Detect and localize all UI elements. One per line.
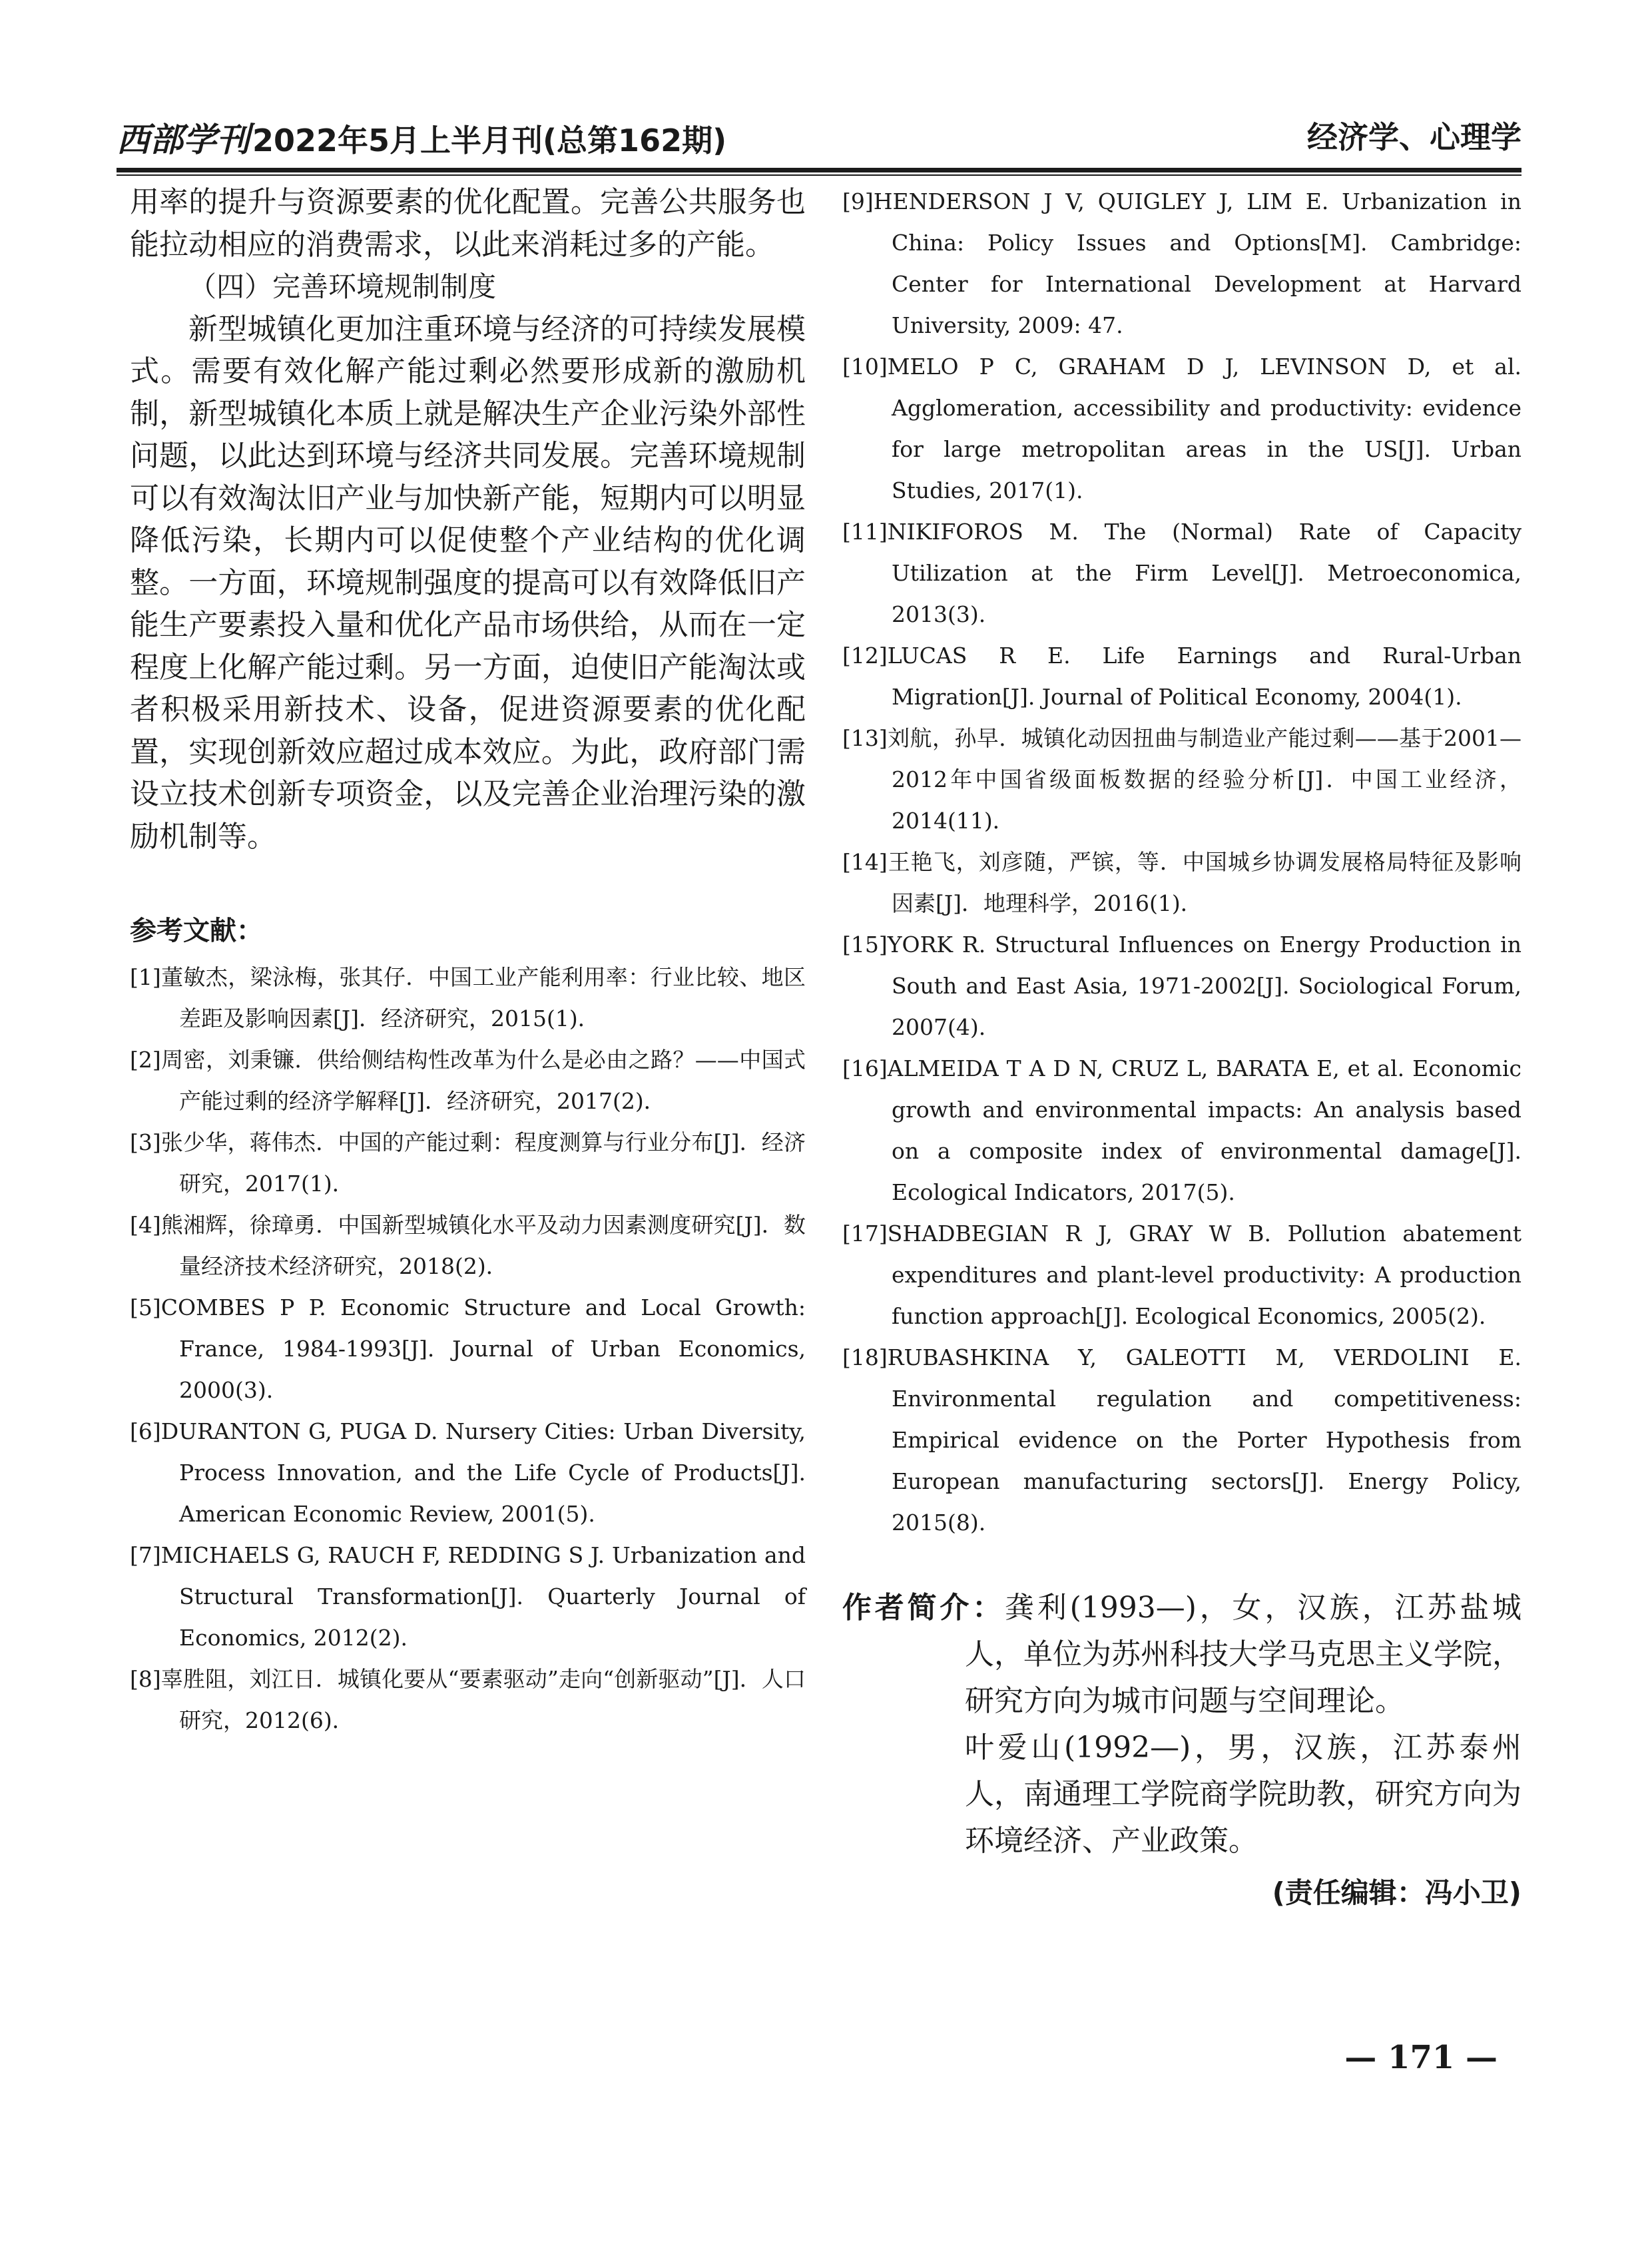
- running-header: [117, 107, 1521, 166]
- reference-item: [8]辜胜阻，刘江日．城镇化要从“要素驱动”走向“创新驱动”[J]．人口研究，2012(6)．: [130, 1666, 806, 1733]
- section-label: 经济学、心理学: [1307, 119, 1521, 155]
- author-bio: [842, 1585, 1521, 1864]
- author-bio-1: [842, 1585, 1521, 1725]
- reference-item: [18]RUBASHKINA Y, GALEOTTI M, VERDOLINI E. Environmental regulation and competitiveness: Empirical evidence on the Porter Hypothesis from European manufacturing sectors[J]. Energy Policy, 2015(8).: [842, 1344, 1521, 1536]
- header-rule-thick: [117, 168, 1521, 172]
- author-bio-2: 叶爱山(1992—)，男，汉族，江苏泰州人，南通理工学院商学院助教，研究方向为环境经济、产业政策。: [965, 1731, 1521, 1858]
- reference-item: [14]王艳飞，刘彦随，严镔，等．中国城乡协调发展格局特征及影响因素[J]．地理科学，2016(1)．: [842, 849, 1521, 916]
- reference-item: [7]MICHAELS G, RAUCH F, REDDING S J. Urbanization and Structural Transformation[J]. Quarterly Journal of Economics, 2012(2).: [130, 1542, 806, 1651]
- responsible-editor: (责任编辑：冯小卫): [1272, 1876, 1521, 1909]
- reference-item: [16]ALMEIDA T A D N, CRUZ L, BARATA E, et al. Economic growth and environmental impacts: An analysis based on a composite index of environmental damage[J]. Ecological Indicators, 2017(5).: [842, 1055, 1521, 1205]
- references-title: 参考文献：: [130, 916, 263, 946]
- left-column: [130, 181, 806, 1741]
- reference-item: [13]刘航，孙早．城镇化动因扭曲与制造业产能过剩——基于2001—2012年中国省级面板数据的经验分析[J]．中国工业经济，2014(11)．: [842, 725, 1521, 834]
- reference-item: [17]SHADBEGIAN R J, GRAY W B. Pollution abatement expenditures and plant-level productivity: A production function approach[J]. Ecological Economics, 2005(2).: [842, 1221, 1521, 1329]
- reference-item: [11]NIKIFOROS M. The (Normal) Rate of Capacity Utilization at the Firm Level[J]. Metroeconomica, 2013(3).: [842, 519, 1521, 627]
- section-subheading: （四）完善环境规制制度: [188, 270, 497, 303]
- author-1-text: 龚利(1993—)，女，汉族，江苏盐城人，单位为苏州科技大学马克思主义学院，研究方向为城市问题与空间理论。: [965, 1591, 1522, 1718]
- journal-logo: 西部学刊: [117, 120, 250, 159]
- right-column: [842, 181, 1521, 1916]
- reference-item: [6]DURANTON G, PUGA D. Nursery Cities: Urban Diversity, Process Innovation, and the Life Cycle of Products[J]. American Economic Review, 2001(5).: [130, 1418, 806, 1527]
- issue-label: 2022年5月上半月刊(总第162期): [252, 123, 727, 158]
- reference-item: [3]张少华，蒋伟杰．中国的产能过剩：程度测算与行业分布[J]．经济研究，2017(1)．: [130, 1129, 806, 1197]
- body-paragraph-2: 新型城镇化更加注重环境与经济的可持续发展模式。需要有效化解产能过剩必然要形成新的激励机制，新型城镇化本质上就是解决生产企业污染外部性问题，以此达到环境与经济共同发展。完善环境规制可以有效淘汰旧产业与加快新产能，短期内可以明显降低污染，长期内可以促使整个产业结构的优化调整。一方面，环境规制强度的提高可以有效降低旧产能生产要素投入量和优化产品市场供给，从而在一定程度上化解产能过剩。另一方面，迫使旧产能淘汰或者积极采用新技术、设备，促进资源要素的优化配置，实现创新效应超过成本效应。为此，政府部门需设立技术创新专项资金，以及完善企业治理污染的激励机制等。: [130, 312, 806, 854]
- reference-item: [1]董敏杰，梁泳梅，张其仔．中国工业产能利用率：行业比较、地区差距及影响因素[J]．经济研究，2015(1)．: [130, 964, 806, 1031]
- reference-item: [2]周密，刘秉镰．供给侧结构性改革为什么是必由之路？——中国式产能过剩的经济学解释[J]．经济研究，2017(2)．: [130, 1047, 806, 1114]
- reference-item: [10]MELO P C, GRAHAM D J, LEVINSON D, et al. Agglomeration, accessibility and productivity: evidence for large metropolitan areas in the US[J]. Urban Studies, 2017(1).: [842, 354, 1521, 503]
- journal-issue: [117, 113, 726, 161]
- reference-item: [15]YORK R. Structural Influences on Energy Production in South and East Asia, 1971-2002[J]. Sociological Forum, 2007(4).: [842, 932, 1521, 1040]
- reference-item: [5]COMBES P P. Economic Structure and Local Growth: France, 1984-1993[J]. Journal of Urban Economics, 2000(3).: [130, 1294, 806, 1403]
- reference-item: [12]LUCAS R E. Life Earnings and Rural-Urban Migration[J]. Journal of Political Economy, 2004(1).: [842, 643, 1521, 710]
- body-paragraph-1: 用率的提升与资源要素的优化配置。完善公共服务也能拉动相应的消费需求，以此来消耗过多的产能。: [130, 185, 806, 262]
- reference-item: [4]熊湘辉，徐璋勇．中国新型城镇化水平及动力因素测度研究[J]．数量经济技术经济研究，2018(2)．: [130, 1212, 806, 1279]
- author-bio-label: 作者简介：: [842, 1591, 1005, 1625]
- page-number: — 171 —: [1344, 2039, 1498, 2076]
- reference-item: [9]HENDERSON J V, QUIGLEY J, LIM E. Urbanization in China: Policy Issues and Options[M]. Cambridge: Center for International Development at Harvard University, 2009: 47.: [842, 188, 1521, 338]
- header-rule-thin: [117, 174, 1521, 176]
